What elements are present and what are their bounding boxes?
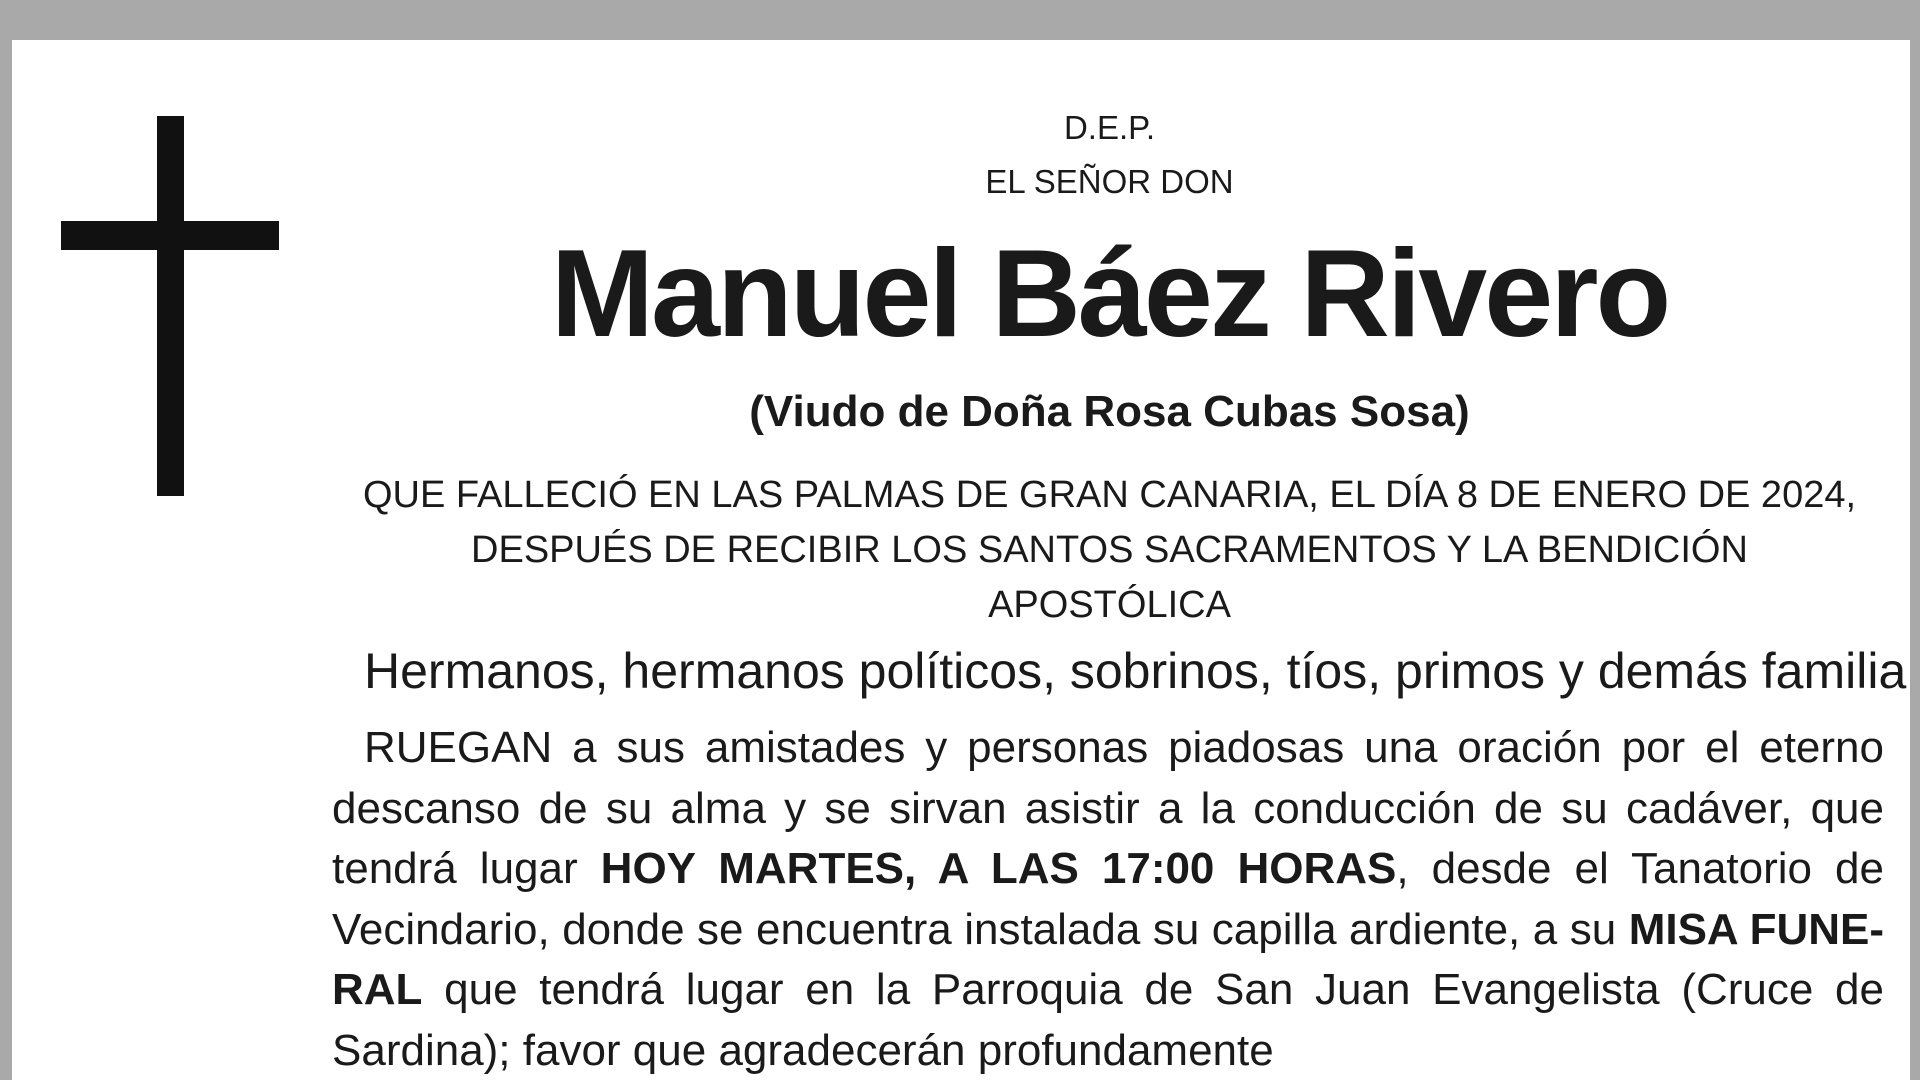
death-line-1: QUE FALLECIÓ EN LAS PALMAS DE GRAN CANARIA, EL DÍA 8 DE ENERO DE 2024, [362, 474, 1857, 516]
request-text-3: que tendrá lugar en la Parroquia de San Juan Evangelista (Cruce de Sardina); favor que agradecerán profundamente [332, 965, 1884, 1075]
death-line-2: DESPUÉS DE RECIBIR LOS SANTOS SACRAMENTOS Y LA BENDICIÓN [471, 529, 1748, 571]
dep-abbreviation: D.E.P. [1063, 109, 1156, 146]
cross-horizontal-bar [61, 221, 279, 250]
death-line-3: APOSTÓLICA [988, 584, 1231, 626]
family-line: Hermanos, hermanos políticos, sobrinos, tíos, primos y demás familia [364, 643, 1907, 699]
deceased-name: Manuel Báez Rivero [550, 225, 1669, 363]
request-time: HOY MARTES, A LAS 17:00 HORAS [600, 844, 1397, 893]
cross-vertical-bar [157, 116, 184, 496]
cross-icon [61, 116, 279, 496]
obituary-notice [12, 40, 1910, 1080]
death-announcement [332, 468, 1887, 633]
request-text-2: , desde el Tanatorio de Vecindario, donde se encuentra instalada su capilla ardiente, a su [332, 844, 1884, 954]
funeral-request [332, 718, 1884, 1080]
request-mass: MISA FUNE-RAL [332, 904, 1884, 1014]
widower-note: (Viudo de Doña Rosa Cubas Sosa) [749, 387, 1470, 436]
honorific: EL SEÑOR DON [985, 163, 1234, 200]
request-text-1: RUEGAN a sus amistades y personas piadosas una oración por el eterno descanso de su alma y se sirvan asistir a la conducción de su cadáver, que tendrá lugar [332, 723, 1884, 893]
